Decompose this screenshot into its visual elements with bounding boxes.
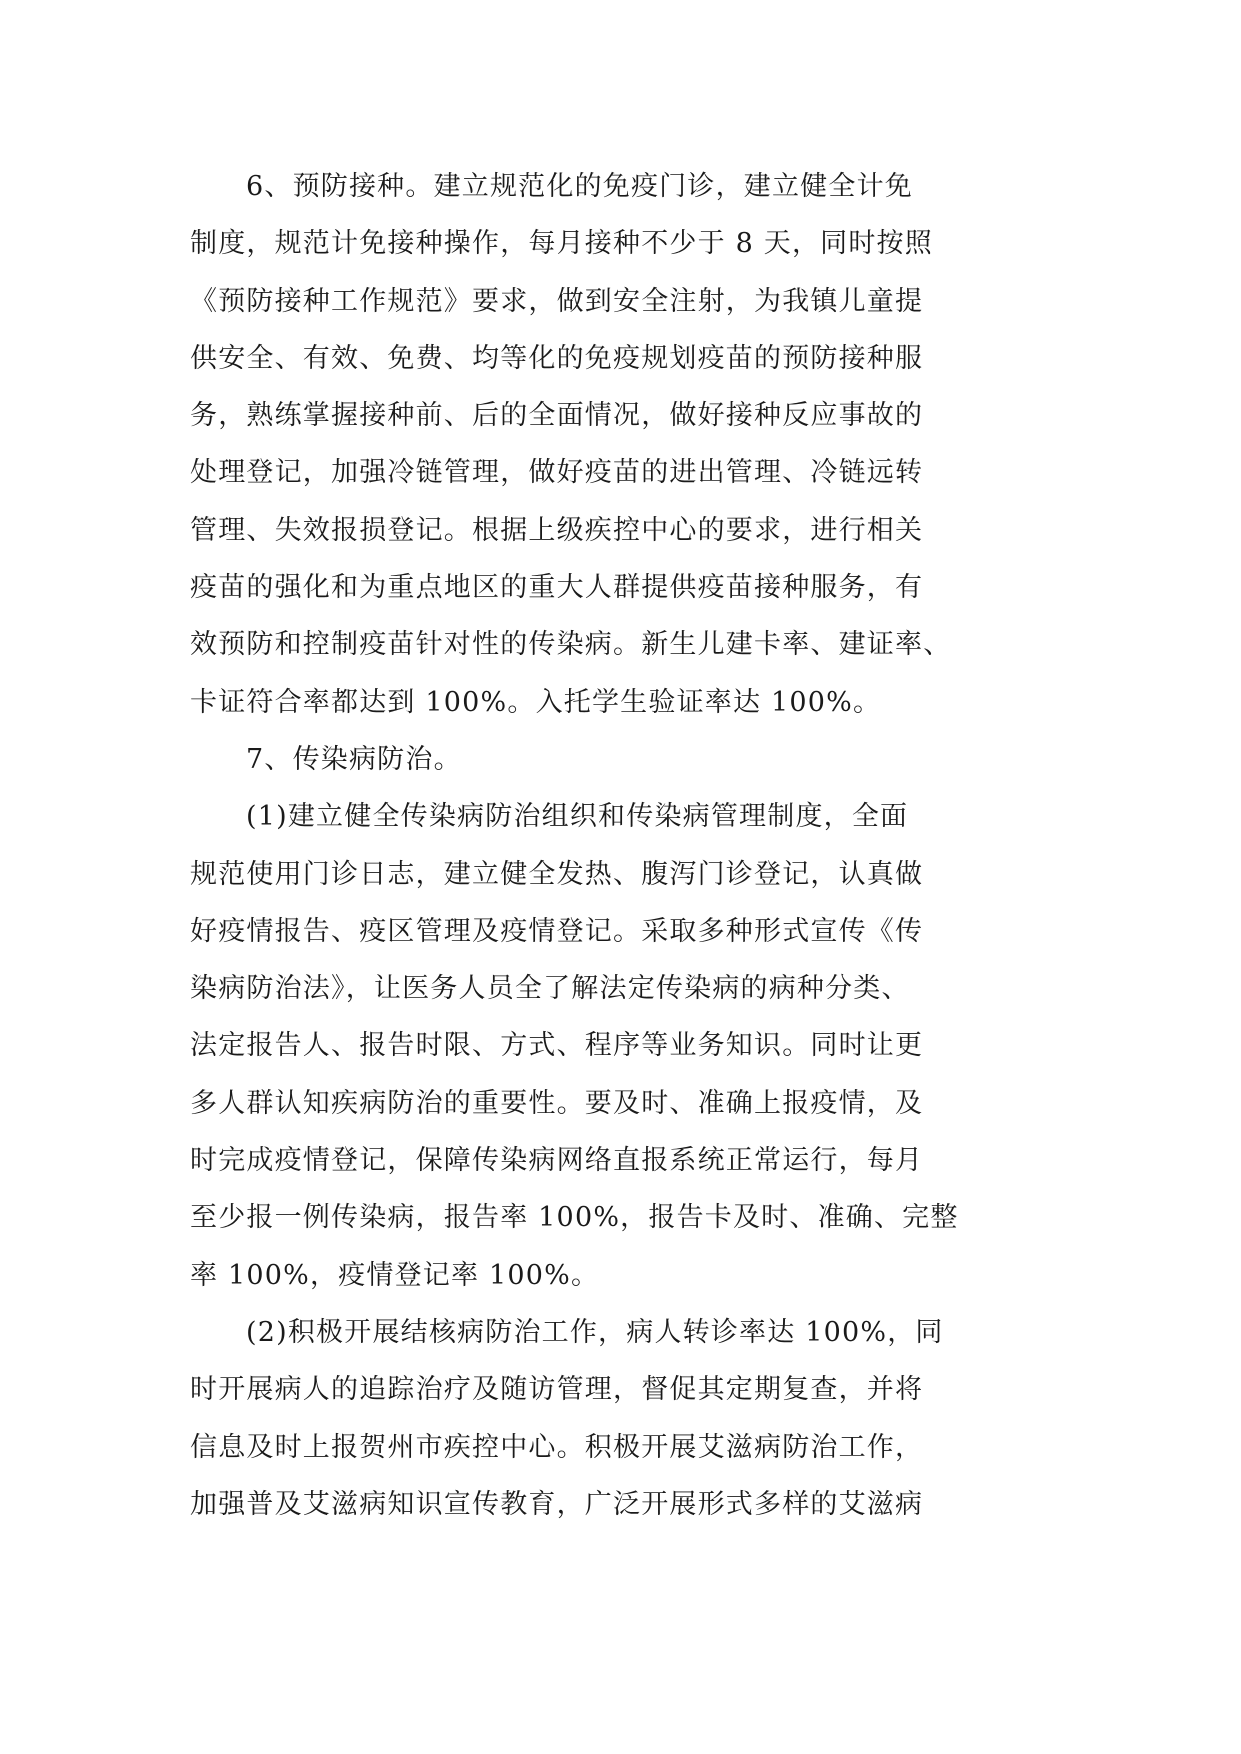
paragraph-immunization-line-3: 《预防接种工作规范》要求，做到安全注射，为我镇儿童提 (190, 285, 924, 317)
paragraph-item-1-line-7: 时完成疫情登记，保障传染病网络直报系统正常运行，每月 (190, 1145, 924, 1177)
paragraph-item-1-line-6: 多人群认知疾病防治的重要性。要及时、准确上报疫情，及 (190, 1087, 924, 1119)
paragraph-item-1-line-8: 至少报一例传染病，报告率 100%，报告卡及时、准确、完整 (190, 1202, 959, 1234)
paragraph-item-1-line-4: 染病防治法》，让医务人员全了解法定传染病的病种分类、 (190, 973, 910, 1005)
paragraph-immunization-line-10: 卡证符合率都达到 100%。入托学生验证率达 100%。 (190, 686, 882, 718)
paragraph-item-1-line-3: 好疫情报告、疫区管理及疫情登记。采取多种形式宣传《传 (190, 915, 924, 947)
paragraph-item-2-line-4: 加强普及艾滋病知识宣传教育，广泛开展形式多样的艾滋病 (190, 1488, 924, 1520)
paragraph-immunization-line-6: 处理登记，加强冷链管理，做好疫苗的进出管理、冷链远转 (190, 457, 924, 489)
paragraph-immunization-line-7: 管理、失效报损登记。根据上级疾控中心的要求，进行相关 (190, 514, 924, 546)
paragraph-item-1-line-1: (1)建立健全传染病防治组织和传染病管理制度，全面 (246, 801, 909, 833)
paragraph-immunization-line-1: 6、预防接种。建立规范化的免疫门诊，建立健全计免 (246, 171, 913, 202)
paragraph-item-2-line-1: (2)积极开展结核病防治工作，病人转诊率达 100%，同 (246, 1316, 944, 1348)
paragraph-item-1-line-9: 率 100%，疫情登记率 100%。 (190, 1259, 600, 1291)
paragraph-immunization-line-4: 供安全、有效、免费、均等化的免疫规划疫苗的预防接种服 (190, 342, 924, 374)
paragraph-immunization-line-8: 疫苗的强化和为重点地区的重大人群提供疫苗接种服务，有 (190, 572, 924, 604)
paragraph-item-1-line-5: 法定报告人、报告时限、方式、程序等业务知识。同时让更 (190, 1030, 924, 1062)
paragraph-item-2-line-2: 时开展病人的追踪治疗及随访管理，督促其定期复查，并将 (190, 1374, 924, 1406)
paragraph-immunization-line-2: 制度，规范计免接种操作，每月接种不少于 8 天，同时按照 (190, 228, 933, 260)
paragraph-immunization-line-5: 务，熟练掌握接种前、后的全面情况，做好接种反应事故的 (190, 400, 924, 432)
paragraph-item-1-line-2: 规范使用门诊日志，建立健全发热、腹泻门诊登记，认真做 (190, 858, 924, 890)
paragraph-item-2-line-3: 信息及时上报贺州市疾控中心。积极开展艾滋病防治工作， (190, 1431, 924, 1463)
document-body (190, 158, 1050, 1533)
section-heading-infectious-disease: 7、传染病防治。 (246, 743, 462, 775)
paragraph-immunization-line-9: 效预防和控制疫苗针对性的传染病。新生儿建卡率、建证率、 (190, 629, 952, 661)
